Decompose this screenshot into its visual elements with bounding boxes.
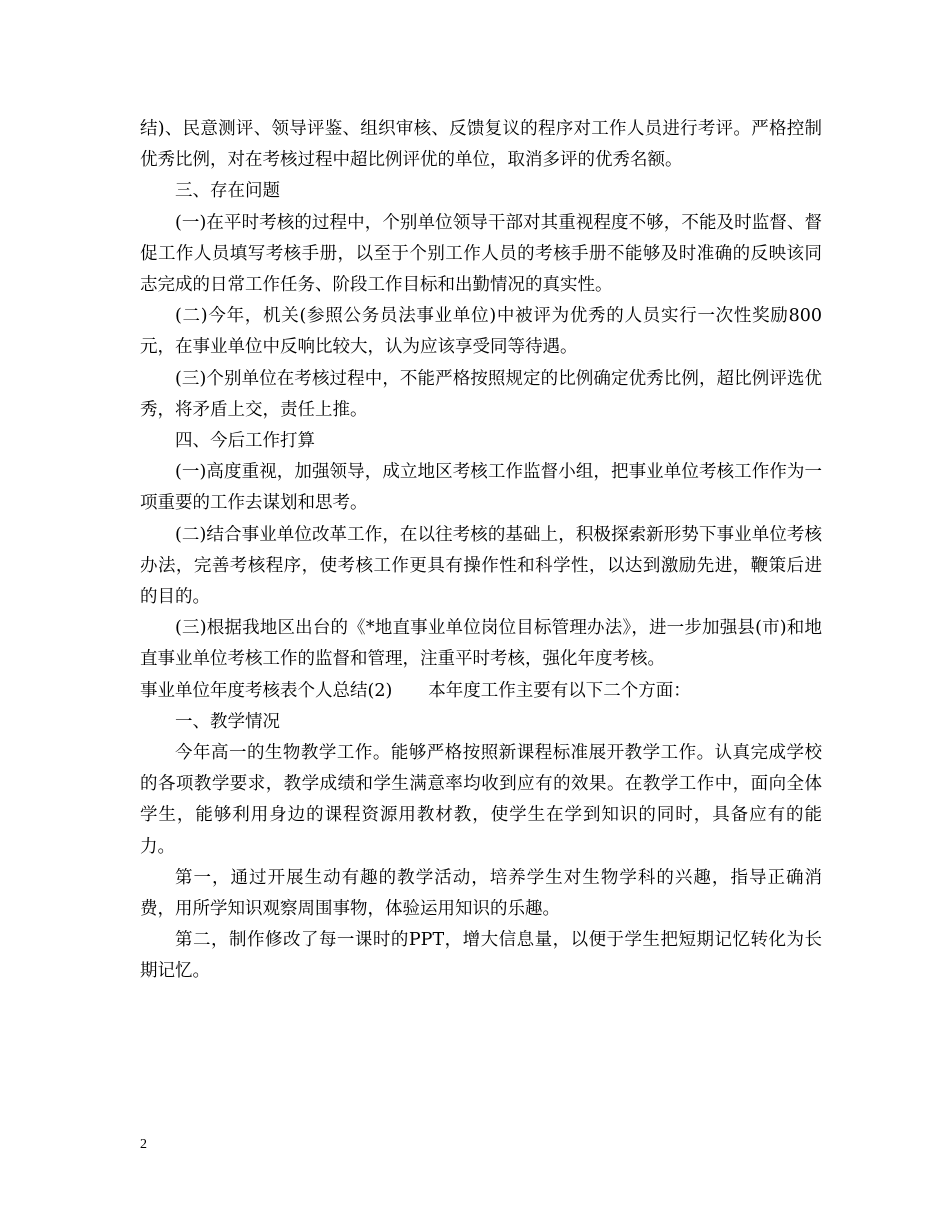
paragraph-plan-1: (一)高度重视，加强领导，成立地区考核工作监督小组，把事业单位考核工作作为一项重要的工作去谋划和思考。 <box>140 462 822 514</box>
document-body <box>140 114 822 988</box>
paragraph-first-point: 第一，通过开展生动有趣的教学活动，培养学生对生物学科的兴趣，指导正确消费，用所学知识观察周围事物，体验运用知识的乐趣。 <box>140 867 822 920</box>
heading-future-plans: 四、今后工作打算 <box>175 431 315 452</box>
paragraph-problem-1: (一)在平时考核的过程中，个别单位领导干部对其重视程度不够，不能及时监督、督促工作人员填写考核手册，以至于个别工作人员的考核手册不能够及时准确的反映该同志完成的日常工作任务、阶段工作目标和出勤情况的真实性。 <box>140 212 822 296</box>
paragraph-1: 结)、民意测评、领导评鉴、组织审核、反馈复议的程序对工作人员进行考评。严格控制优秀比例，对在考核过程中超比例评优的单位，取消多评的优秀名额。 <box>140 119 822 171</box>
paragraph-problem-3: (三)个别单位在考核过程中，不能严格按照规定的比例确定优秀比例，超比例评选优秀，将矛盾上交，责任上推。 <box>140 368 822 420</box>
paragraph-plan-2: (二)结合事业单位改革工作，在以往考核的基础上，积极探索新形势下事业单位考核办法，完善考核程序，使考核工作更具有操作性和科学性，以达到激励先进，鞭策后进的目的。 <box>140 524 822 608</box>
paragraph-problem-2: (二)今年，机关(参照公务员法事业单位)中被评为优秀的人员实行一次性奖励800元，在事业单位中反响比较大，认为应该享受同等待遇。 <box>140 306 822 358</box>
paragraph-plan-3: (三)根据我地区出台的《*地直事业单位岗位目标管理办法》，进一步加强县(市)和地直事业单位考核工作的监督和管理，注重平时考核，强化年度考核。 <box>140 618 822 670</box>
section-intro: 本年度工作主要有以下二个方面： <box>428 680 691 701</box>
paragraph-second-point: 第二，制作修改了每一课时的PPT，增大信息量，以便于学生把短期记忆转化为长期记忆。 <box>140 930 822 982</box>
section-heading: 事业单位年度考核表个人总结(2) <box>140 680 393 701</box>
section-heading-line <box>140 676 822 707</box>
heading-problems: 三、存在问题 <box>175 181 280 202</box>
page-number: 2 <box>140 1137 147 1152</box>
paragraph-teaching: 今年高一的生物教学工作。能够严格按照新课程标准展开教学工作。认真完成学校的各项教学要求，教学成绩和学生满意率均收到应有的效果。在教学工作中，面向全体学生，能够利用身边的课程资源用教材教，使学生在学到知识的同时，具备应有的能力。 <box>140 743 822 857</box>
heading-teaching: 一、教学情况 <box>175 711 280 732</box>
